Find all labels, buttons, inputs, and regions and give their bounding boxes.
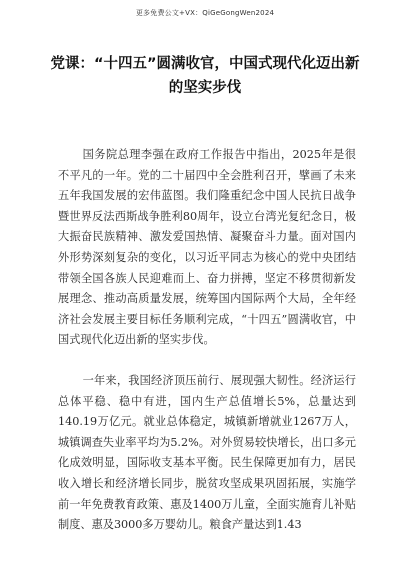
body-paragraph-2: 一年来，我国经济顶压前行、展现强大韧性。经济运行总体平稳、稳中有进，国内生产总值增长5%，总量达到140.19万亿元。就业总体稳定，城镇新增就业1267万人，城镇调查失业率平均为5.2%。对外贸易较快增长，出口多元化成效明显，国际收支基本平衡。民生保障更加有力，居民收入增长和经济增长同步，脱贫攻坚成果巩固拓展，实施学前一年免费教育政策、惠及1400万儿童，全面实施育儿补贴制度、惠及3000多万婴幼儿。粮食产量达到1.43	[58, 374, 356, 532]
body-paragraph-1: 国务院总理李强在政府工作报告中指出，2025年是很不平凡的一年。党的二十届四中全会胜利召开，擘画了未来五年我国发展的宏伟蓝图。我们隆重纪念中国人民抗日战争暨世界反法西斯战争胜利80周年，设立台湾光复纪念日，极大振奋民族精神、激发爱国热情、凝聚奋斗力量。面对国内外形势深刻复杂的变化，以习近平同志为核心的党中央团结带领全国各族人民迎难而上、奋力拼搏，坚定不移贯彻新发展理念、推动高质量发展，统筹国内国际两个大局，全年经济社会发展主要目标任务顺利完成，“十四五”圆满收官，中国式现代化迈出新的坚实步伐。	[58, 148, 356, 347]
header-note: 更多免费公文+VX：QiGeGongWen2024	[135, 9, 275, 17]
document-title: 党课：“十四五”圆满收官，中国式现代化迈出新的坚实步伐	[50, 56, 360, 96]
